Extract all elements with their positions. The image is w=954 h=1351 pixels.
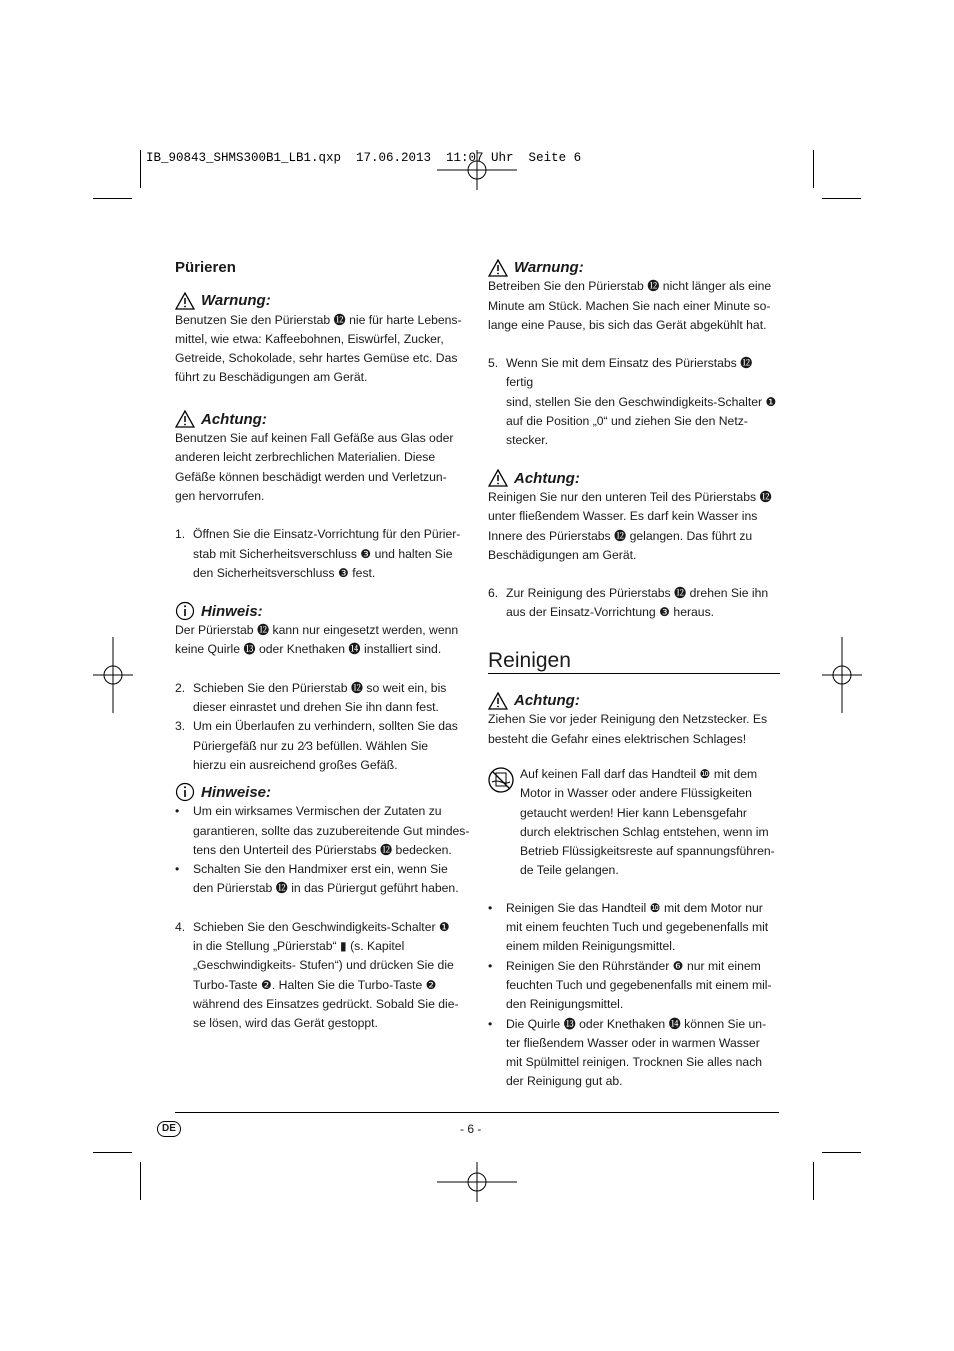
- note-text: Der Pürierstab ⓬ kann nur eingesetzt werden, wenn keine Quirle ⓭ oder Knethaken ⓮ installiert sind.: [175, 623, 459, 657]
- caution-title: Achtung:: [201, 410, 267, 428]
- list-item: • Reinigen Sie das Handteil ❿ mit dem Motor nur mit einem feuchten Tuch und gegebenenfalls mit einem milden Reinigungsmittel.: [488, 900, 769, 954]
- warning-text: Betreiben Sie den Pürierstab ⓬ nicht länger als eine Minute am Stück. Machen Sie nach einer Minute so- lange eine Pause, bis sich das Gerät abgekühlt hat.: [488, 279, 772, 332]
- warning-heading: [175, 291, 470, 310]
- warning-title: Warnung:: [201, 292, 271, 310]
- step-5: 5. Wenn Sie mit dem Einsatz des Pürierstabs ⓬ fertig sind, stellen Sie den Geschwindigkeits-Schalter ❶ auf die Position „0“ und ziehen Sie den Netz- stecker.: [488, 356, 777, 448]
- caution-title: Achtung:: [514, 692, 580, 710]
- water-warning: Auf keinen Fall darf das Handteil ❿ mit dem Motor in Wasser oder andere Flüssigkeiten getaucht werden! Hier kann Lebensgefahr durch elektrischen Schlag entstehen, wenn im Betrieb Flüssigkeitsreste auf spannungsführen- de Teile gelangen.: [488, 765, 780, 881]
- registration-mark-left: [93, 637, 133, 713]
- warning-triangle-icon: [488, 692, 508, 710]
- step-4: 4. Schieben Sie den Geschwindigkeits-Schalter ❶ in die Stellung „Pürierstab“ ▮ (s. Kapitel „Geschwindigkeits- Stufen“) und drücken Sie die Turbo-Taste ❷. Halten Sie die Turbo-Taste ❷ während des Einsatzes gedrückt. Sobald Sie die- se lösen, wird das Gerät gestoppt.: [175, 919, 459, 1031]
- section-title: Pürieren: [175, 259, 236, 276]
- info-icon: [175, 601, 195, 621]
- notes-heading: [175, 782, 470, 802]
- page-number: - 6 -: [460, 1122, 482, 1136]
- step-1: 1. Öffnen Sie die Einsatz-Vorrichtung für den Pürier- stab mit Sicherheitsverschluss ❸ und halten Sie den Sicherheitsverschluss ❸ fest.: [175, 527, 461, 580]
- warning-title: Warnung:: [514, 259, 584, 276]
- registration-mark-right: [822, 637, 862, 713]
- warning-triangle-icon: [175, 410, 195, 428]
- warning-triangle-icon: [488, 469, 508, 487]
- print-slug: IB_90843_SHMS300B1_LB1.qxp 17.06.2013 11:07 Uhr Seite 6: [146, 151, 582, 165]
- step-2: 2. Schieben Sie den Pürierstab ⓬ so weit ein, bis dieser einrastet und drehen Sie ihn dann fest.: [175, 680, 447, 715]
- list-item: • Schalten Sie den Handmixer erst ein, wenn Sie den Pürierstab ⓬ in das Püriergut geführt haben.: [175, 862, 459, 896]
- no-water-immersion-icon: [488, 767, 514, 793]
- info-icon: [175, 782, 195, 802]
- left-column: [175, 258, 470, 1034]
- registration-mark-bottom: [437, 1162, 517, 1202]
- warning-heading: [488, 258, 780, 277]
- caution-title: Achtung:: [514, 469, 580, 487]
- footer-rule: [175, 1112, 779, 1113]
- list-item: • Die Quirle ⓭ oder Knethaken ⓮ können Sie un- ter fließendem Wasser oder in warmen Wasser mit Spülmittel reinigen. Trocknen Sie alles nach der Reinigung gut ab.: [488, 1016, 767, 1089]
- note-title: Hinweis:: [201, 602, 263, 620]
- right-column: [488, 258, 780, 1092]
- caution-heading: [488, 691, 780, 710]
- warning-triangle-icon: [175, 292, 195, 310]
- caution-text: Reinigen Sie nur den unteren Teil des Pürierstabs ⓬ unter fließendem Wasser. Es darf kein Wasser ins Innere des Pürierstabs ⓬ gelangen. Das führt zu Beschädigungen am Gerät.: [488, 489, 772, 562]
- registration-mark-top: [437, 150, 517, 190]
- language-badge: DE: [157, 1121, 181, 1137]
- step-6: 6. Zur Reinigung des Pürierstabs ⓬ drehen Sie ihn aus der Einsatz-Vorrichtung ❸ heraus.: [488, 586, 769, 620]
- list-item: • Reinigen Sie den Rührständer ❻ nur mit einem feuchten Tuch und gegebenenfalls mit einem mil- den Reinigungsmittel.: [488, 958, 772, 1012]
- caution-text: Ziehen Sie vor jeder Reinigung den Netzstecker. Es besteht die Gefahr eines elektrischen Schlages!: [488, 712, 768, 746]
- note-heading: [175, 601, 470, 621]
- warning-triangle-icon: [488, 259, 508, 277]
- list-item: • Um ein wirksames Vermischen der Zutaten zu garantieren, sollte das zuzubereitende Gut mindes- tens den Unterteil des Pürierstabs ⓬ bedecken.: [175, 804, 470, 857]
- caution-text: Benutzen Sie auf keinen Fall Gefäße aus Glas oder anderen leicht zerbrechlichen Materialien. Diese Gefäße können beschädigt werden und Verletzun- gen hervorrufen.: [175, 431, 454, 503]
- notes-title: Hinweise:: [201, 783, 272, 801]
- step-3: 3. Um ein Überlaufen zu verhindern, sollten Sie das Püriergefäß nur zu 2⁄3 befüllen. Wählen Sie hierzu ein ausreichend großes Gefäß.: [175, 719, 458, 772]
- caution-heading: [175, 410, 470, 429]
- warning-text: Benutzen Sie den Pürierstab ⓬ nie für harte Lebens- mittel, wie etwa: Kaffeebohnen, Eiswürfel, Zucker, Getreide, Schokolade, sehr hartes Gemüse etc. Das führt zu Beschädigungen am Gerät.: [175, 312, 462, 385]
- chapter-heading: Reinigen: [488, 648, 571, 672]
- caution-heading: [488, 469, 780, 488]
